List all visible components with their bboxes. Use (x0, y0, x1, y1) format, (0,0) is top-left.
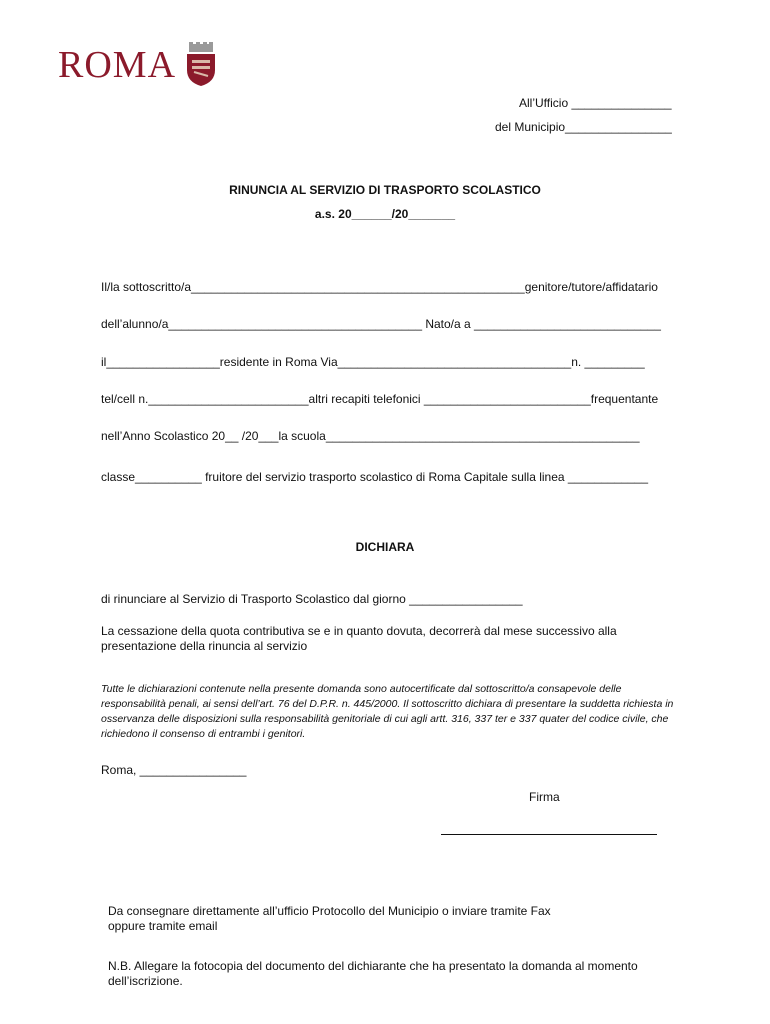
firma-label: Firma (529, 790, 560, 804)
form-line-sottoscritto: Il/la sottoscritto/a__________________________________________________genitore/tutore/affidatario (101, 280, 658, 294)
municipio-field: del Municipio________________ (495, 120, 672, 134)
form-line-residenza: il_________________residente in Roma Via___________________________________n. _________ (101, 355, 645, 369)
signature-line (441, 834, 657, 835)
cessazione-paragraph: La cessazione della quota contributiva se e in quanto dovuta, decorrerà dal mese successivo alla presentazione della rinuncia al servizio (101, 624, 617, 653)
form-line-anno-scuola: nell’Anno Scolastico 20__ /20___la scuola_______________________________________________ (101, 429, 640, 443)
place-date-field: Roma, ________________ (101, 763, 247, 777)
dichiara-heading: DICHIARA (355, 540, 415, 554)
form-line-alunno: dell’alunno/a______________________________________ Nato/a a ____________________________ (101, 317, 661, 331)
ufficio-field: All’Ufficio _______________ (519, 96, 672, 110)
consegna-note: Da consegnare direttamente all’ufficio Protocollo del Municipio o inviare tramite Fax oppure tramite email (108, 904, 551, 933)
document-title: RINUNCIA AL SERVIZIO DI TRASPORTO SCOLASTICO (229, 183, 541, 197)
disclaimer-paragraph: Tutte le dichiarazioni contenute nella presente domanda sono autocertificate dal sottoscritto/a consapevole delle responsabilità penali, ai sensi dell’art. 76 del D.P.R. n. 445/2000. Il sottoscritto dichiara di presentare la suddetta richiesta in osservanza delle disposizioni sulla responsabilità genitoriale di cui agli artt. 316, 337 ter e 337 quater del codice civile, che richiedono il consenso di entrambi i genitori. (101, 683, 674, 740)
school-year-field: a.s. 20______/20_______ (314, 207, 456, 221)
roma-logo-text: ROMA (58, 44, 177, 86)
form-line-classe: classe__________ fruitore del servizio trasporto scolastico di Roma Capitale sulla linea ____________ (101, 470, 649, 484)
roma-crest-icon (184, 42, 218, 86)
nb-note: N.B. Allegare la fotocopia del documento del dichiarante che ha presentato la domanda al momento dell’iscrizione. (108, 959, 638, 988)
form-line-telefono: tel/cell n.________________________altri recapiti telefonici _________________________frequentante (101, 392, 659, 406)
rinuncia-line: di rinunciare al Servizio di Trasporto Scolastico dal giorno _________________ (101, 592, 523, 606)
